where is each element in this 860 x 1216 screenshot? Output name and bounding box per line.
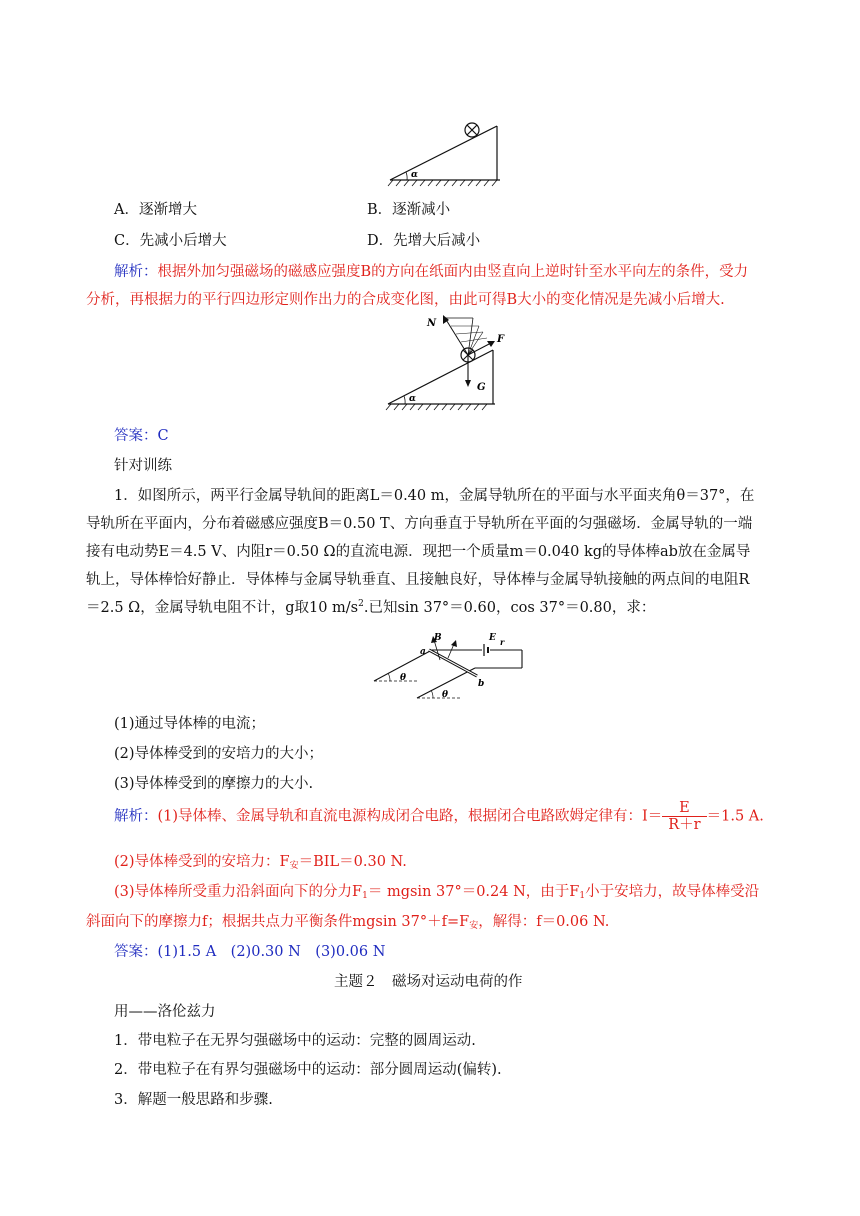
problem-1-line-4: 轨上，导体棒恰好静止．导体棒与金属导轨垂直、且接触良好，导体棒与金属导轨接触的两点间的电阻R (86, 572, 750, 588)
fraction-numerator: E (662, 800, 706, 817)
analysis-text: ＝ mgsin 37°＝0.24 N，由于F (367, 884, 580, 900)
answer-value: C (157, 428, 169, 444)
analysis-text: (3)导体棒所受重力沿斜面向下的分力F (114, 884, 363, 900)
answer-1 (114, 424, 169, 445)
rails-figure-3 (372, 628, 532, 700)
problem-1-line-3: 接有电动势E＝4.5 V、内阻r＝0.50 Ω的直流电源．现把一个质量m＝0.040 kg的导体棒ab放在金属导 (86, 544, 751, 560)
subscript: 安 (289, 861, 299, 871)
analysis-result: ＝1.5 A. (706, 808, 764, 825)
question-2: (2)导体棒受到的安培力的大小； (114, 746, 324, 762)
option-b: B．逐渐减小 (367, 202, 451, 218)
problem-1-line-5 (86, 596, 655, 617)
answer-2 (114, 940, 385, 961)
incline-figure-1 (385, 118, 505, 188)
topic-2-item-1: 1．带电粒子在无界匀强磁场中的运动：完整的圆周运动. (114, 1033, 476, 1049)
analysis-1-line-2: 分析，再根据力的平行四边形定则作出力的合成变化图，由此可得B大小的变化情况是先减小后增大. (86, 292, 725, 308)
internal-r-label: r (500, 637, 505, 647)
subscript: 安 (469, 921, 479, 931)
option-d: D．先增大后减小 (367, 233, 481, 249)
analysis-2-line-4 (86, 910, 609, 931)
problem-1-line-2: 导轨所在平面内，分布着磁感应强度B＝0.50 T、方向垂直于导轨所在平面的匀强磁场．金属导轨的一端 (86, 516, 753, 532)
fraction (662, 800, 706, 833)
analysis-text: 小于安培力，故导体棒受沿 (585, 884, 760, 900)
point-a-label: a (420, 647, 426, 657)
theta-label-1: θ (400, 673, 407, 683)
angle-alpha-label-1: α (411, 170, 418, 180)
theta-label-2: θ (442, 690, 449, 700)
force-g-label: G (477, 382, 486, 393)
analysis-text: ，解得：f＝0.06 N. (478, 914, 610, 930)
problem-1-line-1: 1．如图所示，两平行金属导轨间的距离L＝0.40 m，金属导轨所在的平面与水平面夹角θ＝37°，在 (114, 488, 755, 504)
problem-text: .已知sin 37°＝0.60，cos 37°＝0.80，求： (363, 600, 656, 616)
angle-alpha-label-2: α (409, 394, 416, 404)
answer-label: 答案： (114, 944, 158, 960)
force-f-label: F (497, 334, 505, 345)
analysis-text: 根据外加匀强磁场的磁感应强度B的方向在纸面内由竖直向上逆时针至水平向左的条件，受力 (157, 264, 749, 280)
answer-label: 答案： (114, 428, 158, 444)
analysis-2-line-3 (114, 880, 759, 901)
question-3: (3)导体棒受到的摩擦力的大小. (114, 776, 314, 792)
field-b-label: B (434, 633, 442, 643)
option-c: C．先减小后增大 (114, 233, 227, 249)
topic-2-title: 主题２ 磁场对运动电荷的作 (334, 974, 523, 990)
topic-2-item-2: 2．带电粒子在有界匀强磁场中的运动：部分圆周运动(偏转). (114, 1062, 502, 1078)
analysis-label: 解析： (114, 808, 158, 825)
analysis-text: (1)导体棒、金属导轨和直流电源构成闭合电路，根据闭合电路欧姆定律有：I＝ (157, 808, 663, 825)
practice-heading: 针对训练 (114, 458, 172, 474)
analysis-1-line-1 (114, 260, 748, 281)
analysis-text: (2)导体棒受到的安培力：F (114, 854, 290, 870)
superscript: 2 (358, 599, 364, 609)
analysis-text: 斜面向下的摩擦力f；根据共点力平衡条件mgsin 37°＋f=F (86, 914, 470, 930)
answer-value: (1)1.5 A (2)0.30 N (3)0.06 N (157, 944, 386, 960)
force-n-label: N (427, 318, 437, 329)
fraction-denominator: R＋r (668, 817, 701, 833)
subscript: 1 (362, 891, 368, 901)
analysis-2-line-2 (114, 850, 407, 871)
analysis-2-line-1 (114, 800, 764, 833)
question-1: (1)通过导体棒的电流； (114, 716, 266, 732)
option-a: A．逐渐增大 (114, 202, 197, 218)
emf-e-label: E (489, 633, 496, 643)
subscript: 1 (579, 891, 586, 901)
topic-2-title-continuation: 用——洛伦兹力 (114, 1004, 216, 1020)
problem-text: ＝2.5 Ω，金属导轨电阻不计，g取10 m/s (86, 600, 359, 616)
topic-2-item-3: 3．解题一般思路和步骤. (114, 1092, 273, 1108)
analysis-text: ＝BIL＝0.30 N. (298, 854, 407, 870)
force-diagram-figure-2 (383, 312, 513, 412)
point-b-label: b (478, 679, 485, 689)
analysis-label: 解析： (114, 264, 158, 280)
